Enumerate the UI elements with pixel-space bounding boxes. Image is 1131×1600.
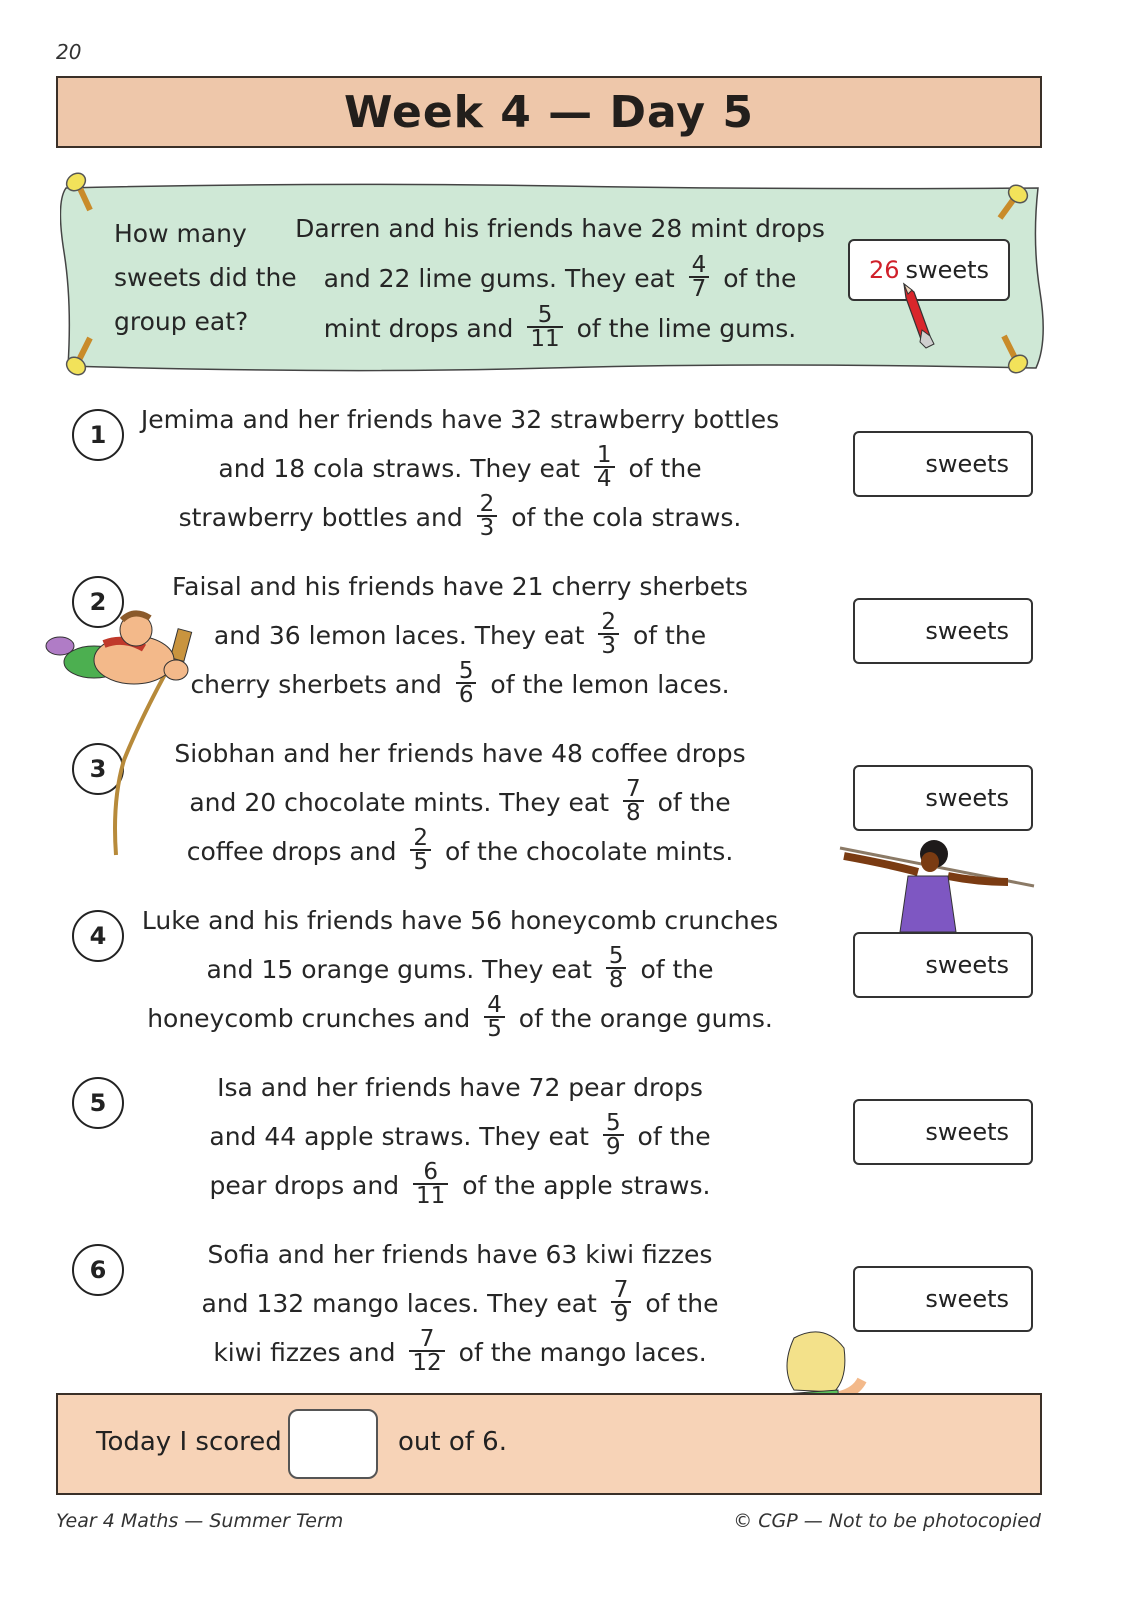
question-text: Isa and her friends have 72 pear drops and 44 apple straws. They eat $\frac{5}{9}$ of the pear drops and $\frac{6}{11}$ of the apple straws. <box>209 1073 711 1209</box>
answer-unit: sweets <box>925 617 1009 645</box>
score-bar <box>56 1393 1042 1495</box>
javelin-thrower-illustration <box>838 836 1038 932</box>
answer-unit: sweets <box>925 951 1009 979</box>
fraction: $\frac{5}{11}$ <box>527 304 562 350</box>
fraction: $\frac{2}{3}$ <box>477 493 498 539</box>
question-item-1 <box>0 395 1131 545</box>
question-number: 1 <box>72 409 124 461</box>
score-input-box[interactable] <box>288 1409 378 1479</box>
footer-right: © CGP — Not to be photocopied <box>733 1510 1041 1532</box>
footer-left: Year 4 Maths — Summer Term <box>56 1510 344 1532</box>
question-number: 3 <box>72 743 124 795</box>
worked-example <box>60 182 1044 372</box>
question-item-6 <box>0 1230 1131 1380</box>
example-problem-text: Darren and his friends have 28 mint drops and 22 lime gums. They eat $\frac{4}{7}$ of the mint drops and $\frac{5}{11}$ of the lime gums. <box>295 214 825 352</box>
fraction: $\frac{2}{5}$ <box>410 827 431 873</box>
question-number: 6 <box>72 1244 124 1296</box>
question-text: Siobhan and her friends have 48 coffee drops and 20 chocolate mints. They eat $\frac{7}{8}$ of the coffee drops and $\frac{2}{5}$ of the chocolate mints. <box>174 739 746 875</box>
pin-icon <box>990 332 1030 382</box>
question-number: 4 <box>72 910 124 962</box>
example-question: How many sweets did the group eat? <box>114 219 297 336</box>
fraction: $\frac{1}{4}$ <box>594 444 615 490</box>
question-item-5 <box>0 1063 1131 1213</box>
fraction: $\frac{6}{11}$ <box>413 1161 448 1207</box>
pin-icon <box>990 182 1030 232</box>
fraction: $\frac{7}{12}$ <box>409 1328 444 1374</box>
answer-input-box[interactable] <box>853 431 1033 497</box>
question-number: 2 <box>72 576 124 628</box>
fraction: $\frac{5}{8}$ <box>606 945 627 991</box>
example-answer-unit: sweets <box>905 256 990 284</box>
score-prefix: Today I scored <box>96 1427 282 1457</box>
fraction: $\frac{7}{9}$ <box>611 1279 632 1325</box>
question-text: Sofia and her friends have 63 kiwi fizzes and 132 mango laces. They eat $\frac{7}{9}$ of the kiwi fizzes and $\frac{7}{12}$ of the mango laces. <box>201 1240 719 1376</box>
pencil-icon <box>900 280 940 350</box>
fraction: $\frac{5}{9}$ <box>603 1112 624 1158</box>
answer-unit: sweets <box>925 1118 1009 1146</box>
answer-unit: sweets <box>925 784 1009 812</box>
answer-input-box[interactable] <box>853 932 1033 998</box>
answer-unit: sweets <box>925 1285 1009 1313</box>
example-answer-value: 26 <box>868 256 900 284</box>
fraction: $\frac{5}{6}$ <box>456 660 477 706</box>
pin-icon <box>64 332 104 382</box>
pole-vaulter-illustration <box>44 600 204 860</box>
title-banner <box>56 76 1042 148</box>
question-text: Jemima and her friends have 32 strawberry bottles and 18 cola straws. They eat $\frac{1}{4}$ of the strawberry bottles and $\frac{2}{3}$ of the cola straws. <box>140 405 780 541</box>
fraction: $\frac{4}{5}$ <box>484 994 505 1040</box>
answer-unit: sweets <box>925 450 1009 478</box>
answer-input-box[interactable] <box>853 765 1033 831</box>
question-number: 5 <box>72 1077 124 1129</box>
answer-input-box[interactable] <box>853 1099 1033 1165</box>
page-title: Week 4 — Day 5 <box>344 86 754 138</box>
question-text: Faisal and his friends have 21 cherry sherbets and 36 lemon laces. They eat $\frac{2}{3}$ of the cherry sherbets and $\frac{5}{6}$ of the lemon laces. <box>172 572 748 708</box>
score-suffix: out of 6. <box>398 1427 507 1457</box>
answer-input-box[interactable] <box>853 1266 1033 1332</box>
pin-icon <box>64 170 104 220</box>
answer-input-box[interactable] <box>853 598 1033 664</box>
fraction: $\frac{2}{3}$ <box>598 611 619 657</box>
fraction: $\frac{7}{8}$ <box>623 778 644 824</box>
question-text: Luke and his friends have 56 honeycomb crunches and 15 orange gums. They eat $\frac{5}{8}$ of the honeycomb crunches and $\frac{4}{5}$ of the orange gums. <box>141 906 779 1042</box>
page-number: 20 <box>56 40 82 64</box>
fraction: $\frac{4}{7}$ <box>689 254 710 300</box>
